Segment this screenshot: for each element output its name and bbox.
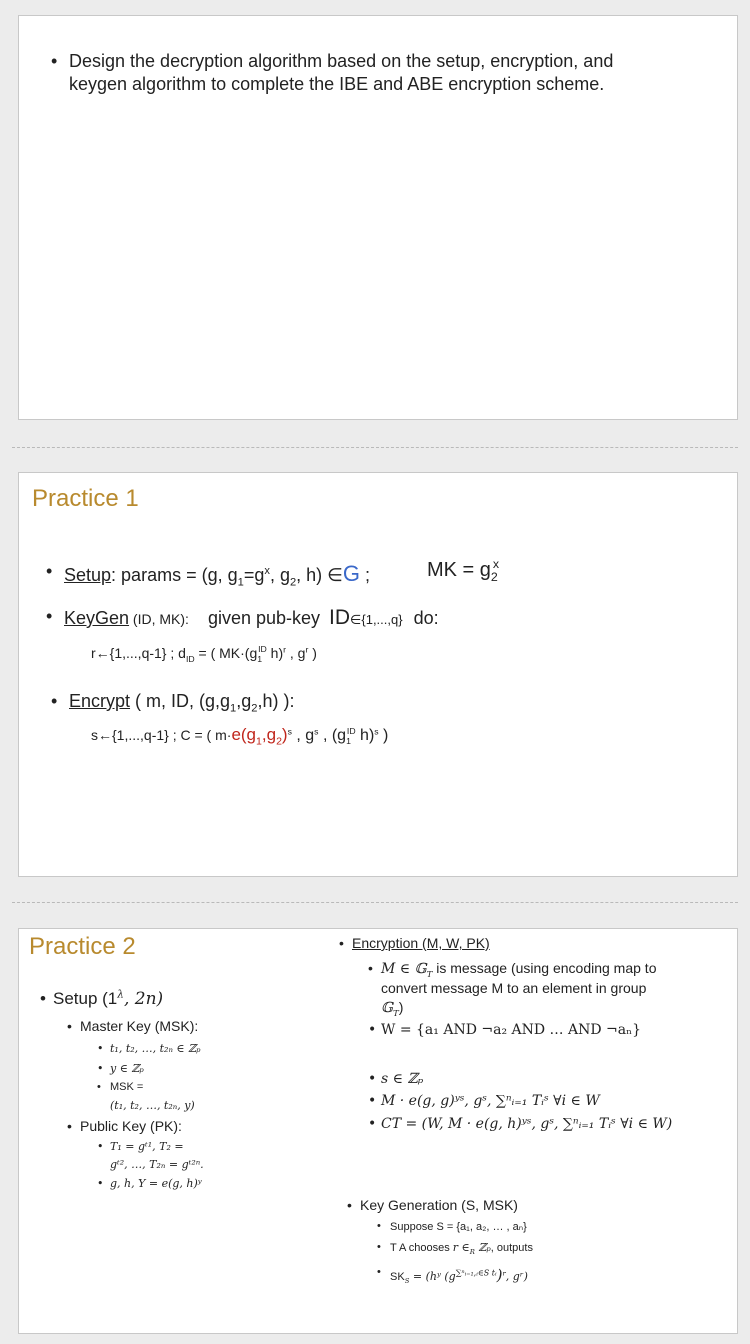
keygen-item-3: • $SK_S$ = (hʸ $(g^{\sum^nᵢ_{=1},ᵢ\in S tᵢ})^r$, gʳ) xyxy=(390,1266,528,1284)
slide-separator xyxy=(12,447,738,448)
pairing-term: $e(g_1,g_2)$ xyxy=(231,725,288,748)
encrypt-line: • Encrypt ( m, ID, $(g,g_1,g_2,h)$ ): xyxy=(69,691,295,712)
pk-item-1b: gᵗ², …, T₂ₙ = gᵗ²ⁿ. xyxy=(110,1158,204,1171)
pk-heading: • Public Key (PK): xyxy=(80,1118,182,1134)
slide-title: Practice 2 xyxy=(29,933,136,960)
slide-2 xyxy=(18,472,738,877)
msk-item-3b: (t₁, t₂, …, t₂ₙ, y) xyxy=(110,1099,195,1112)
slide-title: Practice 1 xyxy=(32,485,139,512)
msk-item-3: • MSK = xyxy=(110,1081,143,1093)
encrypt-label: Encrypt xyxy=(69,691,131,711)
slide-3 xyxy=(18,928,738,1334)
instruction-line-2: keygen algorithm to complete the IBE and ABE encryption scheme. xyxy=(69,74,605,94)
w-item: • W = {a₁ AND ¬a₂ AND … AND ¬aₙ} xyxy=(381,1022,641,1038)
msk-heading: • Master Key (MSK): xyxy=(80,1018,198,1034)
keygen-detail: r←{1,...,q-1} ; $d_{ID}$ = ( $MK\cdot(g_1^{ID}$ h)$^r$ , $g^r$ ) xyxy=(91,644,317,664)
slide-separator xyxy=(12,902,738,903)
keygen-label: KeyGen xyxy=(64,608,130,628)
setup-line: • Setup: params = (g, $g_1=g^x$, $g_2$, h) ∈G ; xyxy=(64,561,370,587)
message-item: • M ∈ 𝔾$_T$ is message (using encoding map to convert message M to an element in group 𝔾$_T$) xyxy=(381,959,656,1018)
encryption-heading: • Encryption (M, W, PK) xyxy=(352,935,490,951)
msk-item-2: • y ∈ ℤₚ xyxy=(110,1062,144,1075)
setup-heading: • Setup ($1^\lambda$, 2n) xyxy=(53,989,163,1009)
pk-item-2: • g, h, Y = e(g, h)ʸ xyxy=(110,1177,202,1190)
ciphertext-item-2: • CT = (W, M · e(g, h)ʸˢ, gˢ, ∑ⁿᵢ₌₁ Tᵢˢ ∀i ∈ W) xyxy=(381,1116,672,1132)
msk-item-1: • t₁, t₂, …, t₂ₙ ∈ ℤₚ xyxy=(110,1042,201,1055)
master-key: MK = $g_2^x$ xyxy=(427,557,500,584)
s-item: • s ∈ ℤₚ xyxy=(381,1071,423,1087)
ciphertext-item-1: • M · e(g, g)ʸˢ, gˢ, ∑ⁿᵢ₌₁ Tᵢˢ ∀i ∈ W xyxy=(381,1093,600,1109)
instruction-bullet xyxy=(69,50,613,96)
keygen-item-2: • T A chooses r $\in_R$ ℤₚ, outputs xyxy=(390,1241,533,1254)
instruction-line-1: • Design the decryption algorithm based on the setup, encryption, and xyxy=(69,51,614,71)
keygen-item-1: • Suppose S = {a₁, a₂, … , aₙ} xyxy=(390,1220,527,1233)
keygen-heading: • Key Generation (S, MSK) xyxy=(360,1197,518,1213)
setup-label: Setup xyxy=(64,565,112,585)
group-symbol: G xyxy=(342,561,360,586)
keygen-line: • KeyGen (ID, MK): given pub-key ID∈{1,...,q} do: xyxy=(64,606,439,630)
slide-1 xyxy=(18,15,738,420)
pk-item-1: • T₁ = gᵗ¹, T₂ = xyxy=(110,1140,184,1153)
encrypt-detail: s←{1,...,q-1} ; C = ( $m\cdot e(g_1,g_2)^s$ , $g^s$ , ($g_1^{ID}$ h)$^s$ ) xyxy=(91,725,389,748)
